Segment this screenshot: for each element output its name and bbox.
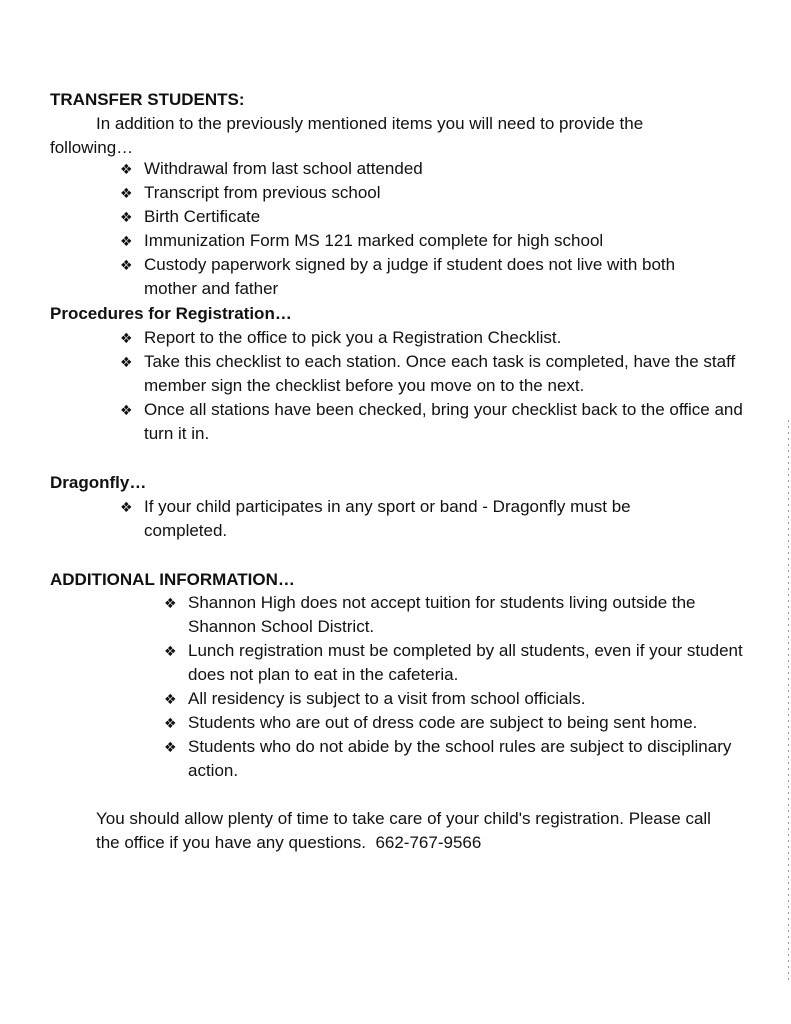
diamond-bullet-icon: ❖ [120,402,133,418]
list-item: ❖ Students who are out of dress code are subject to being sent home. [164,711,744,735]
list-item: ❖ Transcript from previous school [120,181,720,205]
procedures-heading: Procedures for Registration… [50,304,292,323]
diamond-bullet-icon: ❖ [120,354,133,370]
list-item: ❖ Custody paperwork signed by a judge if student does not live with both mother and father [120,255,676,298]
diamond-bullet-icon: ❖ [120,499,133,515]
transfer-students-heading: TRANSFER STUDENTS: [50,90,245,109]
diamond-bullet-icon: ❖ [120,161,133,177]
diamond-bullet-icon: ❖ [120,185,133,201]
dragonfly-heading: Dragonfly… [50,473,147,492]
list-item: ❖ If your child participates in any sport or band - Dragonfly must be completed. [120,497,631,540]
diamond-bullet-icon: ❖ [164,595,177,611]
list-item: ❖ Withdrawal from last school attended [120,157,720,181]
list-item: ❖ Students who do not abide by the school rules are subject to disciplinary action. [164,737,732,780]
list-item: ❖ Birth Certificate [120,205,720,229]
closing-paragraph [96,807,736,855]
list-item: ❖ Shannon High does not accept tuition for students living outside the Shannon School District. [164,593,696,636]
procedures-list [120,326,745,446]
dragonfly-list [120,495,680,543]
transfer-requirements-list [120,157,720,301]
diamond-bullet-icon: ❖ [120,233,133,249]
list-item: ❖ All residency is subject to a visit from school officials. [164,687,744,711]
transfer-intro-paragraph [50,112,730,160]
list-item: ❖ Lunch registration must be completed by all students, even if your student does not plan to eat in the cafeteria. [164,641,743,684]
diamond-bullet-icon: ❖ [164,739,177,755]
transfer-intro-text: In addition to the previously mentioned items you will need to provide the following… [50,114,644,157]
office-phone-number: 662-767-9566 [375,833,482,852]
diamond-bullet-icon: ❖ [164,643,177,659]
diamond-bullet-icon: ❖ [164,715,177,731]
list-item: ❖ Immunization Form MS 121 marked complete for high school [120,229,720,253]
list-item: ❖ Take this checklist to each station. Once each task is completed, have the staff member sign the checklist before you move on to the next. [120,352,736,395]
closing-text: You should allow plenty of time to take care of your child's registration. Please call the office if you have any questions. [96,809,711,852]
list-item: ❖ Once all stations have been checked, bring your checklist back to the office and turn it in. [120,400,743,443]
diamond-bullet-icon: ❖ [120,257,133,273]
scan-edge-mark [788,420,789,980]
diamond-bullet-icon: ❖ [120,330,133,346]
diamond-bullet-icon: ❖ [120,209,133,225]
diamond-bullet-icon: ❖ [164,691,177,707]
list-item: ❖ Report to the office to pick you a Registration Checklist. [120,326,745,350]
additional-information-list [164,591,744,783]
additional-information-heading: ADDITIONAL INFORMATION… [50,570,295,589]
